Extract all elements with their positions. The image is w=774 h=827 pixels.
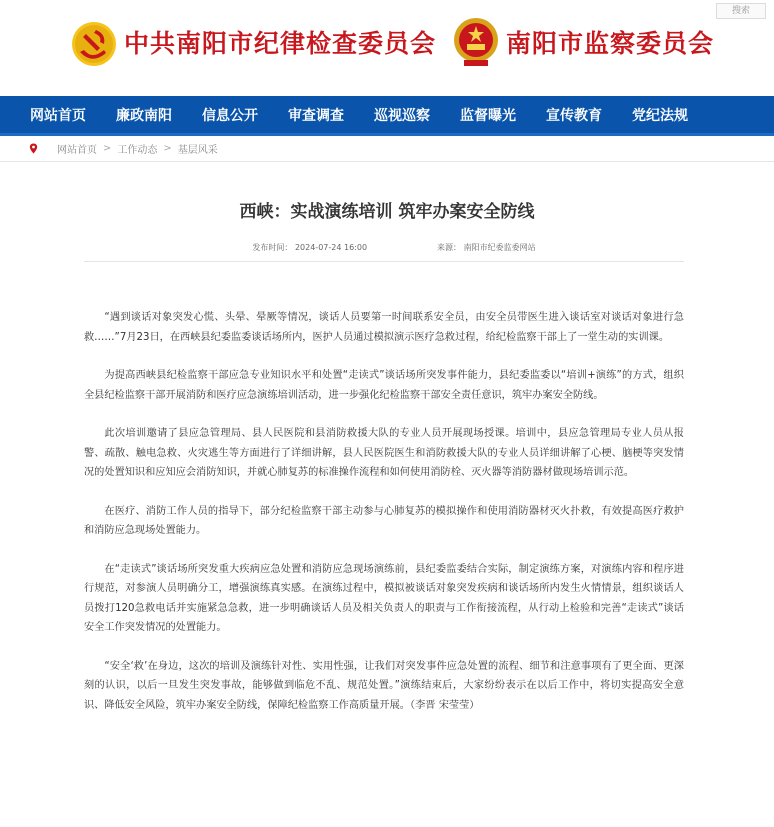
nav-item-lianzheng[interactable]: 廉政南阳 [116, 107, 172, 124]
commission-name: 中共南阳市纪律检查委员会 [124, 29, 437, 58]
nav-item-regulations[interactable]: 党纪法规 [632, 107, 688, 124]
breadcrumb-news[interactable]: 工作动态 [117, 145, 158, 156]
article-paragraph: 此次培训邀请了县应急管理局、县人民医院和县消防救援大队的专业人员开展现场授课。培训中，县应急管理局专业人员从报警、疏散、触电急救、火灾逃生等方面进行了详细讲解，县人民医院医生和消防救援大队的专业人员详细讲解了心梗、脑梗等突发情况的处置知识和应知应会消防知识，并就心肺复苏的标准操作流程和如何使用消防栓、灭火器等消防器材做现场培训示范。 [84, 428, 684, 478]
article-paragraph: 为提高西峡县纪检监察干部应急专业知识水平和处置“走读式”谈话场所突发事件能力，县纪委监委以“培训+演练”的方式，组织全县纪检监察干部开展消防和医疗应急演练培训活动，进一步强化纪检监察干部安全责任意识，筑牢办案安全防线。 [84, 370, 684, 401]
national-emblem-icon [452, 16, 500, 68]
main-nav [0, 96, 774, 136]
article-paragraph: 在医疗、消防工作人员的指导下，部分纪检监察干部主动参与心肺复苏的模拟操作和使用消防器材灭火扑救，有效提高医疗救护和消防应急现场处置能力。 [84, 505, 684, 536]
breadcrumb [0, 136, 774, 162]
supervision-name: 南阳市监察委员会 [506, 29, 715, 58]
location-pin-icon [28, 143, 39, 154]
site-header [0, 0, 774, 96]
nav-item-investigation[interactable]: 审查调查 [288, 107, 344, 124]
nav-item-exposure[interactable]: 监督曝光 [460, 107, 516, 124]
search-button[interactable]: 搜索 [716, 3, 766, 19]
breadcrumb-home[interactable]: 网站首页 [57, 145, 97, 156]
party-emblem-icon [70, 20, 118, 68]
article-body [84, 308, 684, 715]
nav-item-info[interactable]: 信息公开 [202, 107, 258, 124]
divider [84, 261, 684, 262]
breadcrumb-separator: > [163, 143, 172, 154]
article-paragraph: “遇到谈话对象突发心慌、头晕、晕厥等情况，谈话人员要第一时间联系安全员，由安全员带医生进入谈话室对谈话对象进行急救……”7月23日，在西峡县纪委监委谈话场所内，医护人员通过模拟演示医疗急救过程，给纪检监察干部上了一堂生动的实训课。 [84, 312, 684, 343]
breadcrumb-separator: > [103, 143, 112, 154]
article [0, 197, 774, 715]
nav-item-home[interactable]: 网站首页 [30, 107, 86, 124]
article-paragraph: 在“走读式”谈话场所突发重大疾病应急处置和消防应急现场演练前，县纪委监委结合实际，制定演练方案，对演练内容和程序进行规范，对参演人员明确分工，增强演练真实感。在演练过程中，模拟被谈话对象突发疾病和谈话场所内发生火情情景，组织谈话人员拨打120急救电话并实施紧急急救，进一步明确谈话人员及相关负责人的职责与工作衔接流程，从行动上检验和完善“走读式”谈话安全工作突发情况的处置能力。 [84, 563, 684, 633]
breadcrumb-grassroots[interactable]: 基层风采 [177, 145, 218, 156]
nav-item-inspection[interactable]: 巡视巡察 [374, 107, 430, 124]
nav-item-education[interactable]: 宣传教育 [546, 107, 602, 124]
article-paragraph: “安全‘救’在身边，这次的培训及演练针对性、实用性强，让我们对突发事件应急处置的流程、细节和注意事项有了更全面、更深刻的认识，以后一旦发生突发事故，能够做到临危不乱、规范处置。”演练结束后，大家纷纷表示在以后工作中，将切实提高安全意识、降低安全风险，筑牢办案安全防线，保障纪检监察工作高质量开展。（李晋 宋莹莹） [84, 660, 684, 711]
article-title: 西峡：实战演练培训 筑牢办案安全防线 [239, 202, 535, 222]
article-meta [84, 242, 684, 253]
article-source: 来源： 南阳市纪委监委网站 [437, 243, 536, 252]
publish-time: 发布时间： 2024-07-24 16:00 [252, 243, 368, 252]
